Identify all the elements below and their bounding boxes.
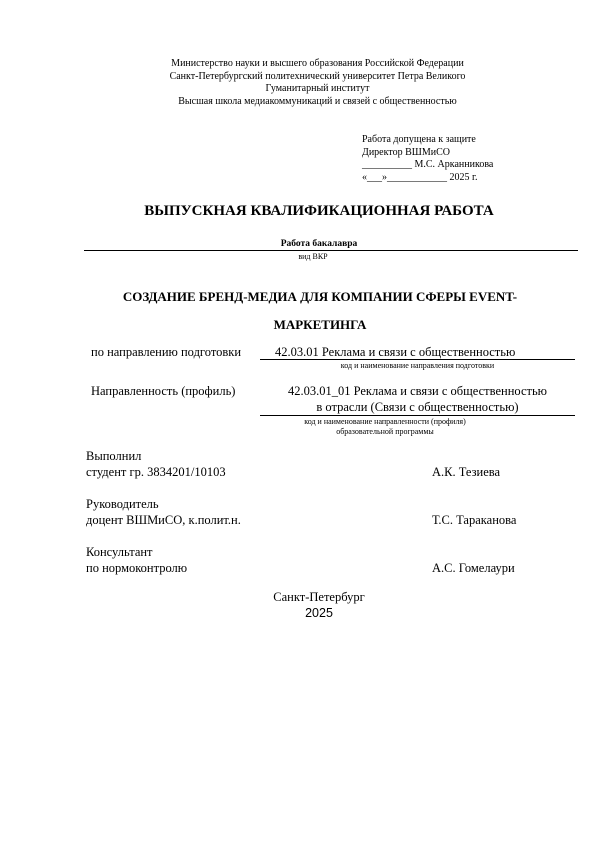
work-type-underline xyxy=(84,250,578,251)
work-type-caption: вид ВКР xyxy=(298,252,328,261)
header-line-university: Санкт-Петербургский политехнический университет Петра Великого xyxy=(169,70,466,82)
supervisor-position: доцент ВШМиСО, к.полит.н. xyxy=(86,513,241,527)
profile-caption xyxy=(260,417,510,437)
performer-position: студент гр. 3834201/10103 xyxy=(86,465,226,479)
performer-role: Выполнил xyxy=(86,449,142,463)
supervisor-block xyxy=(86,496,241,528)
direction-caption: код и наименование направления подготовки xyxy=(340,361,495,370)
header-line-ministry: Министерство науки и высшего образования Российской Федерации xyxy=(171,58,464,69)
profile-value-line-2: в отрасли (Связи с общественностью) xyxy=(316,400,519,414)
profile-value xyxy=(260,383,575,415)
consultant-block xyxy=(86,544,187,576)
document-title: ВЫПУСКНАЯ КВАЛИФИКАЦИОННАЯ РАБОТА xyxy=(144,203,494,219)
supervisor-name: Т.С. Тараканова xyxy=(432,513,517,527)
approval-block xyxy=(362,134,493,184)
header-line-institute: Гуманитарный институт xyxy=(265,83,370,94)
consultant-name: А.С. Гомелаури xyxy=(432,561,515,575)
footer-city: Санкт-Петербург xyxy=(273,590,365,604)
topic-line-1: СОЗДАНИЕ БРЕНД-МЕДИА ДЛЯ КОМПАНИИ СФЕРЫ EVENT- xyxy=(122,289,518,304)
approval-line-signature: __________ М.С. Арканникова xyxy=(362,159,494,170)
consultant-role: Консультант xyxy=(86,545,153,559)
profile-label: Направленность (профиль) xyxy=(91,384,236,398)
profile-value-line-1: 42.03.01_01 Реклама и связи с общественностью xyxy=(287,384,548,398)
performer-block xyxy=(86,448,226,480)
thesis-topic xyxy=(0,283,595,339)
approval-line-admitted: Работа допущена к защите xyxy=(362,134,476,145)
approval-line-date: «___»____________ 2025 г. xyxy=(362,171,478,183)
consultant-position: по нормоконтролю xyxy=(86,561,188,575)
performer-name: А.К. Тезиева xyxy=(432,465,501,479)
direction-underline xyxy=(260,359,575,360)
profile-caption-line-2: образовательной программы xyxy=(336,427,434,436)
ministry-header xyxy=(0,58,595,108)
header-line-school: Высшая школа медиакоммуникаций и связей с общественностью xyxy=(178,95,457,107)
profile-caption-line-1: код и наименование направленности (профиля) xyxy=(304,417,466,426)
direction-value: 42.03.01 Реклама и связи с общественностью xyxy=(275,345,516,359)
supervisor-role: Руководитель xyxy=(86,497,159,511)
work-type-value: Работа бакалавра xyxy=(280,239,358,249)
direction-label: по направлению подготовки xyxy=(91,345,242,359)
profile-underline xyxy=(260,415,575,416)
approval-line-director: Директор ВШМиСО xyxy=(362,146,450,158)
topic-line-2: МАРКЕТИНГА xyxy=(273,317,367,332)
footer-year: 2025 xyxy=(305,606,333,620)
